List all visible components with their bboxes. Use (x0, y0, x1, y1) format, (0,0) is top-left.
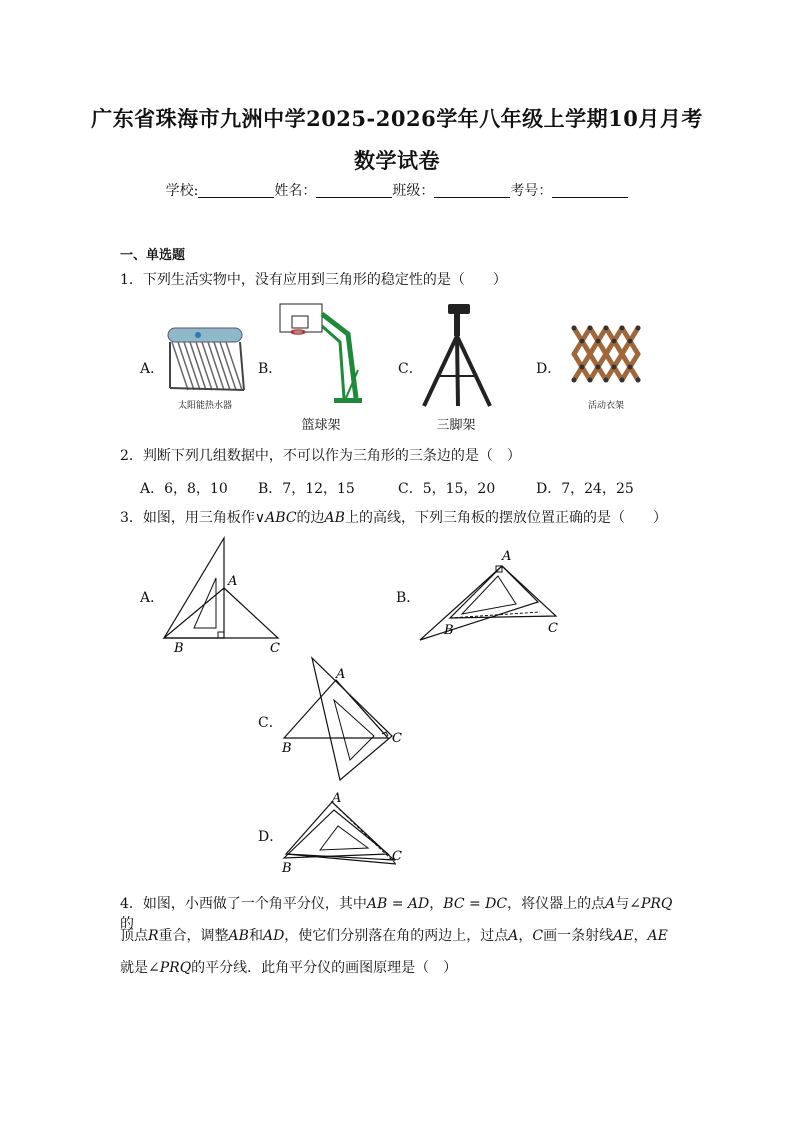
question-1-stem: 1．下列生活实物中，没有应用到三角形的稳定性的是（ ） (120, 272, 507, 288)
school-label: 学校: (165, 183, 199, 199)
q3-triangle-abc: ∨ABC (254, 510, 297, 526)
q3-option-c-label[interactable]: C． (258, 715, 283, 731)
q4-text-1b: ，将仪器上的点 (507, 896, 606, 912)
q3a-label-a: A (228, 574, 238, 589)
q3-figure-b (416, 546, 564, 642)
q3-figure-d (278, 790, 412, 878)
q3-figure-a (160, 530, 290, 656)
name-blank[interactable] (316, 183, 392, 198)
q4-text-1d: 的 (120, 916, 134, 932)
q1-option-d-label[interactable]: D． (536, 361, 562, 377)
folding-hanger-caption: 活动衣架 (587, 401, 624, 411)
q2-option-a[interactable]: A．6，8，10 (140, 481, 228, 497)
basketball-hoop-image (276, 302, 366, 410)
q3d-label-b: B (282, 861, 292, 876)
q3-stem-part-c: 上的高线，下列三角板的摆放位置正确的是（ ） (344, 510, 667, 526)
class-blank[interactable] (434, 183, 510, 198)
q4-text-2b: 重合，调整 (158, 928, 229, 944)
q1-option-b-label[interactable]: B． (258, 361, 283, 377)
q3a-label-b: B (174, 641, 184, 656)
class-label: 班级： (392, 183, 435, 199)
question-2-stem: 2．判断下列几组数据中，不可以作为三角形的三条边的是（ ） (120, 448, 521, 464)
q3-figure-c (278, 654, 408, 784)
q3b-label-c: C (548, 621, 558, 636)
q1-option-a-label[interactable]: A． (140, 361, 165, 377)
q3c-label-a: A (336, 667, 346, 682)
q4-seg-ad: AD (262, 928, 285, 944)
q4-text-1c: 与 (615, 896, 630, 912)
q4-ray-ae: AE (613, 928, 634, 944)
school-blank[interactable] (198, 183, 274, 198)
solar-heater-caption: 太阳能热水器 (177, 401, 232, 411)
q3-option-d-label[interactable]: D． (258, 829, 284, 845)
name-label: 姓名： (274, 183, 317, 199)
exam-title-line2: 数学试卷 (354, 148, 440, 173)
q4-text-2c: 和 (248, 928, 263, 944)
q4-text-3a: 就是 (120, 960, 148, 976)
q3d-label-a: A (332, 791, 342, 806)
q4-eq-bc-dc: BC = DC (443, 896, 508, 912)
q4-text-2e: ， (518, 928, 533, 944)
q4-ray-ae-2: AE (647, 928, 668, 944)
q3-option-b-label[interactable]: B． (396, 590, 421, 606)
q4-text-2a: 顶点 (120, 928, 148, 944)
student-info-line (0, 180, 794, 200)
exam-number-blank[interactable] (552, 183, 628, 198)
q4-sep: ， (429, 896, 444, 912)
section-heading: 一、单选题 (120, 248, 186, 263)
q4-seg-ab: AB (228, 928, 249, 944)
q4-text-2d: ，使它们分别落在角的两边上，过点 (284, 928, 509, 944)
q3d-label-c: C (392, 849, 402, 864)
q4-angle-prq-2: ∠PRQ (148, 960, 192, 976)
basketball-hoop-caption: 篮球架 (301, 418, 341, 433)
q4-text-2g: ， (633, 928, 648, 944)
q4-point-a: A (605, 896, 616, 912)
q1-option-c-label[interactable]: C． (398, 361, 423, 377)
q3-stem-part-b: 的边 (296, 510, 325, 526)
q3-side-ab: AB (324, 510, 345, 526)
question-4-line-2 (120, 926, 680, 946)
question-4-line-3 (120, 958, 680, 978)
q4-eq-ab-ad: AB = AD (366, 896, 430, 912)
q4-text-1a: 4．如图，小西做了一个角平分仪，其中 (120, 896, 367, 912)
q4-text-3b: 的平分线．此角平分仪的画图原理是（ ） (191, 960, 458, 976)
folding-hanger-image (560, 318, 644, 392)
q4-point-c: C (532, 928, 544, 944)
q4-point-a-2: A (508, 928, 519, 944)
q4-angle-prq: ∠PRQ (629, 896, 673, 912)
exam-title-line1: 广东省珠海市九洲中学2025-2026学年八年级上学期10月月考 (91, 106, 703, 131)
q2-option-c[interactable]: C．5，15，20 (398, 481, 496, 497)
tripod-caption: 三脚架 (436, 418, 476, 433)
q2-option-b[interactable]: B．7，12，15 (258, 481, 355, 497)
tripod-image (418, 302, 494, 410)
q3b-label-a: A (502, 549, 512, 564)
q3b-label-b: B (444, 623, 454, 638)
q3-stem-part-a: 3．如图，用三角板作 (120, 510, 255, 526)
q4-point-r: R (148, 928, 159, 944)
q2-option-d[interactable]: D．7，24，25 (536, 481, 634, 497)
solar-water-heater-image (160, 318, 250, 398)
question-3-stem (120, 508, 667, 528)
q3a-label-c: C (270, 641, 280, 656)
q3c-label-b: B (282, 741, 292, 756)
q3-option-a-label[interactable]: A． (140, 590, 165, 606)
exam-number-label: 考号： (510, 183, 553, 199)
q3c-label-c: C (392, 731, 402, 746)
q4-text-2f: 画一条射线 (543, 928, 614, 944)
